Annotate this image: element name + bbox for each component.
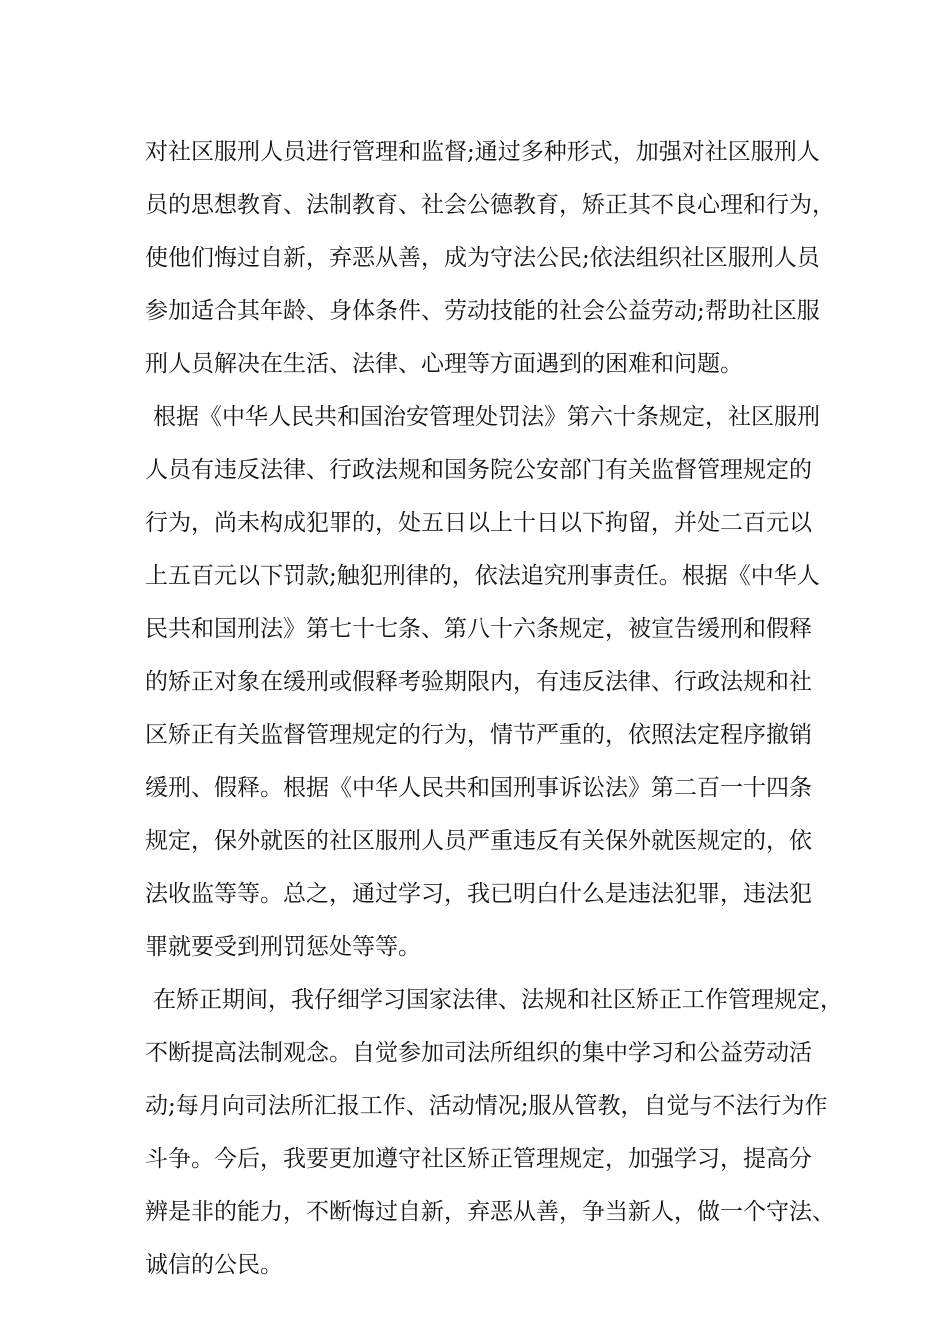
text-line: 员的思想教育、法制教育、社会公德教育，矫正其不良心理和行为， <box>145 192 835 218</box>
text-line: 参加适合其年龄、身体条件、劳动技能的社会公益劳动;帮助社区服 <box>145 298 820 324</box>
text-line: 刑人员解决在生活、法律、心理等方面遇到的困难和问题。 <box>145 351 743 377</box>
text-line: 不断提高法制观念。自觉参加司法所组织的集中学习和公益劳动活 <box>145 1040 812 1066</box>
text-line: 罪就要受到刑罚惩处等等。 <box>145 934 421 960</box>
document-body <box>145 126 843 1292</box>
text-line: 法收监等等。总之，通过学习，我已明白什么是违法犯罪，违法犯 <box>145 881 812 907</box>
text-line: 斗争。今后，我要更加遵守社区矫正管理规定，加强学习，提高分 <box>145 1146 812 1172</box>
text-line: 民共和国刑法》第七十七条、第八十六条规定，被宣告缓刑和假释 <box>145 616 812 642</box>
text-line: 的矫正对象在缓刑或假释考验期限内，有违反法律、行政法规和社 <box>145 669 812 695</box>
text-line: 动;每月向司法所汇报工作、活动情况;服从管教，自觉与不法行为作 <box>145 1093 828 1119</box>
text-line: 根据《中华人民共和国治安管理处罚法》第六十条规定，社区服刑 <box>153 404 820 430</box>
text-line: 区矫正有关监督管理规定的行为，情节严重的，依照法定程序撤销 <box>145 722 812 748</box>
text-line: 缓刑、假释。根据《中华人民共和国刑事诉讼法》第二百一十四条 <box>145 775 812 801</box>
paragraph-1 <box>145 126 835 391</box>
text-line: 使他们悔过自新，弃恶从善，成为守法公民;依法组织社区服刑人员 <box>145 245 820 271</box>
text-line: 在矫正期间，我仔细学习国家法律、法规和社区矫正工作管理规定， <box>153 987 843 1013</box>
text-line: 人员有违反法律、行政法规和国务院公安部门有关监督管理规定的 <box>145 457 812 483</box>
text-line: 对社区服刑人员进行管理和监督;通过多种形式，加强对社区服刑人 <box>145 139 820 165</box>
text-line: 行为，尚未构成犯罪的，处五日以上十日以下拘留，并处二百元以 <box>145 510 812 536</box>
text-line: 诚信的公民。 <box>145 1252 283 1278</box>
paragraph-3 <box>145 974 843 1292</box>
text-line: 规定，保外就医的社区服刑人员严重违反有关保外就医规定的，依 <box>145 828 812 854</box>
paragraph-2 <box>145 391 820 974</box>
text-line: 上五百元以下罚款;触犯刑律的，依法追究刑事责任。根据《中华人 <box>145 563 820 589</box>
text-line: 辨是非的能力，不断悔过自新，弃恶从善，争当新人，做一个守法、 <box>145 1199 835 1225</box>
